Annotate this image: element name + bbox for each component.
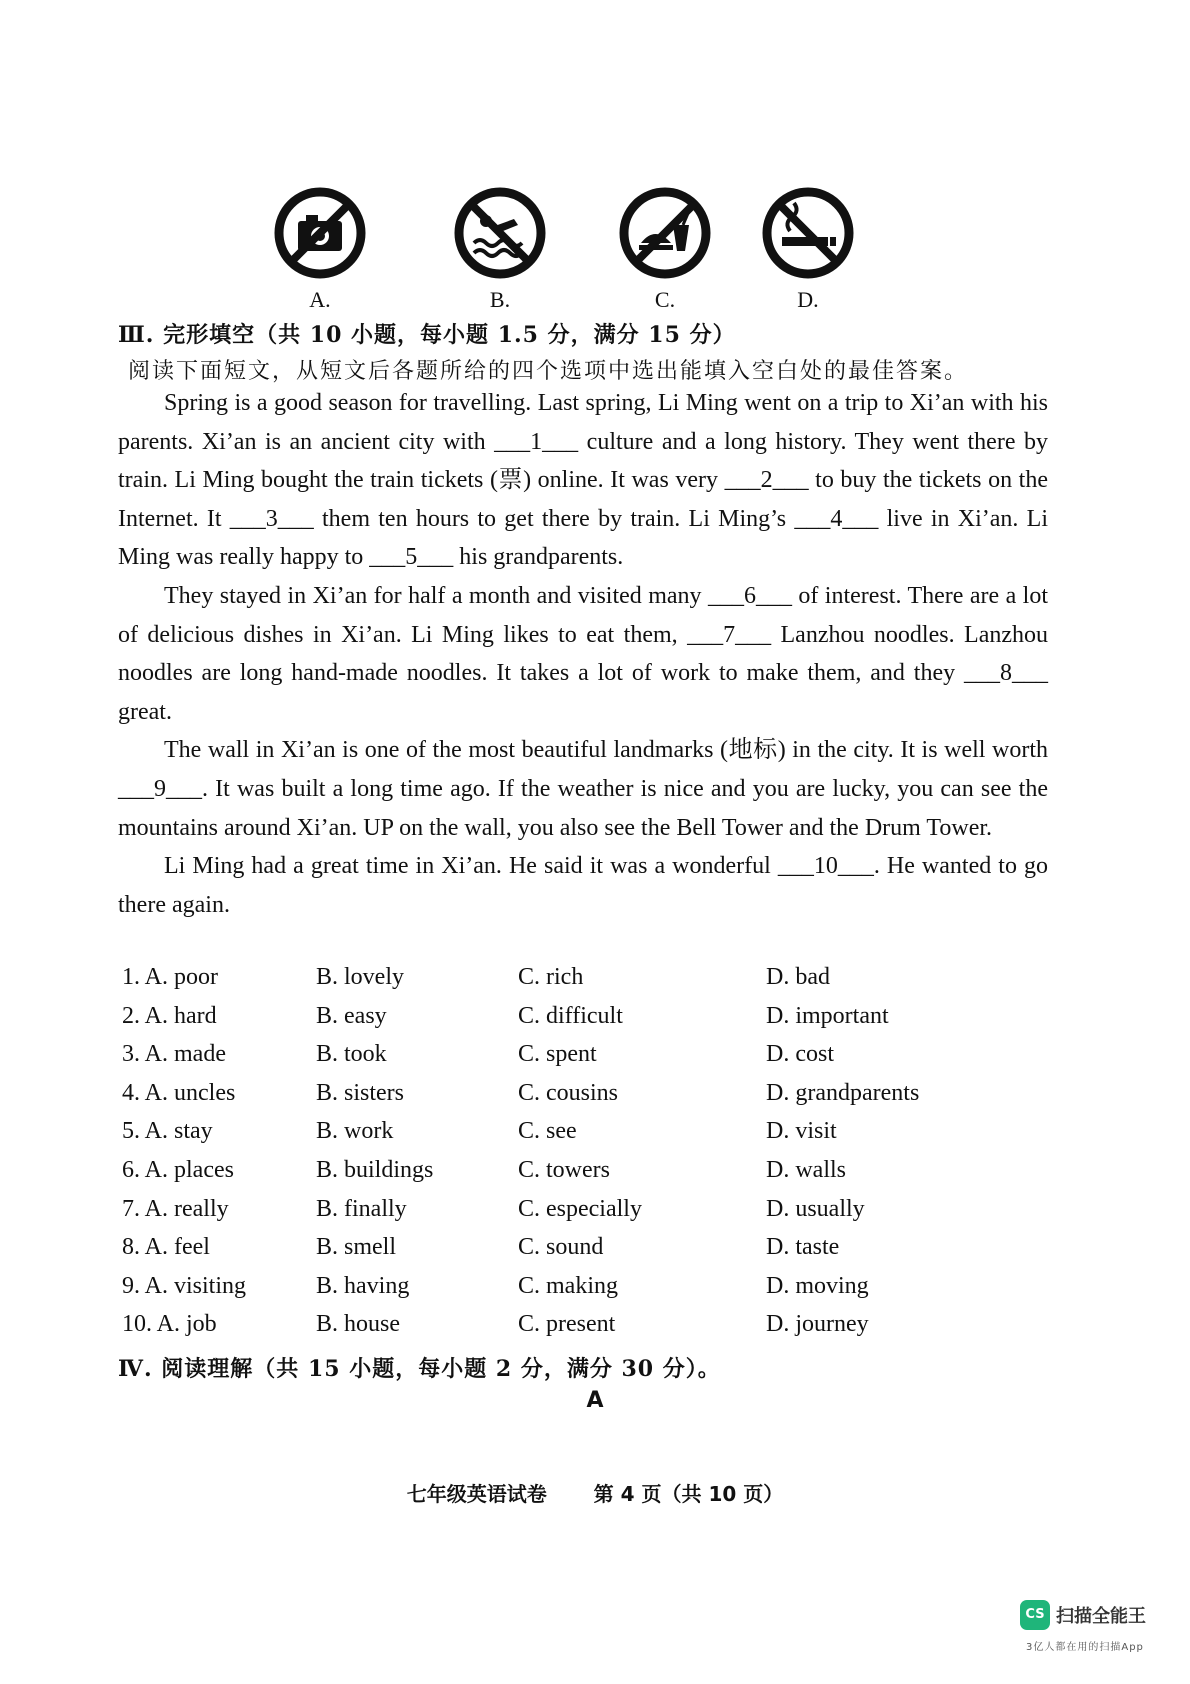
camscanner-logo-icon: CS (1020, 1600, 1050, 1630)
option-c: C. spent (518, 1041, 597, 1068)
option-c: C. see (518, 1118, 577, 1145)
option-c: C. present (518, 1311, 616, 1338)
sign-b (440, 185, 560, 313)
option-a: 8. A. feel (122, 1234, 210, 1261)
question-row (118, 1074, 1048, 1113)
option-b: B. took (316, 1041, 387, 1068)
option-c: C. rich (518, 964, 584, 990)
passage-paragraph: Spring is a good season for travelling. Last spring, Li Ming went on a trip to Xi’an with his parents. Xi’an is an ancient city with ___1___ culture and a long history. They went there by train. Li Ming bought the train tickets (票) online. It was very ___2___ to buy the tickets on the Internet. It ___3___ them ten hours to get there by train. Li Ming’s ___4___ live in Xi’an. Li Ming was really happy to ___5___ his grandparents. (118, 390, 1048, 571)
question-row (118, 997, 1048, 1036)
sign-label: A. (309, 287, 331, 312)
option-c: C. difficult (518, 1002, 623, 1029)
sign-c (605, 185, 725, 313)
question-row (118, 1151, 1048, 1190)
option-c: C. sound (518, 1234, 604, 1261)
section-3-title: Ⅲ. 完形填空（共 10 小题，每小题 1.5 分，满分 15 分） (118, 322, 736, 348)
no-food-drink-icon (617, 185, 713, 281)
option-a: 4. A. uncles (122, 1079, 236, 1106)
app-tagline: 3亿人都在用的扫描App (1026, 1642, 1144, 1653)
option-d: D. usually (766, 1195, 865, 1222)
question-row (118, 1112, 1048, 1151)
option-c: C. making (518, 1272, 618, 1299)
option-c: C. especially (518, 1195, 642, 1222)
question-row (118, 1190, 1048, 1229)
option-c: C. cousins (518, 1079, 619, 1106)
option-d: D. cost (766, 1041, 834, 1068)
option-b: B. sisters (316, 1079, 405, 1106)
sign-row (0, 185, 1190, 312)
option-b: B. buildings (316, 1156, 434, 1183)
section-4-title: Ⅳ. 阅读理解（共 15 小题，每小题 2 分，满分 30 分）。 (118, 1356, 721, 1382)
option-b: B. smell (316, 1234, 397, 1261)
passage-paragraph: Li Ming had a great time in Xi’an. He said it was a wonderful ___10___. He wanted to go there again. (118, 853, 1048, 918)
no-camera-icon (272, 185, 368, 281)
sign-d (748, 185, 868, 313)
option-a: 2. A. hard (122, 1002, 217, 1029)
option-a: 6. A. places (122, 1156, 234, 1183)
option-a: 5. A. stay (122, 1118, 213, 1145)
option-d: D. journey (766, 1311, 869, 1338)
option-d: D. taste (766, 1234, 840, 1261)
option-b: B. having (316, 1272, 410, 1299)
option-a: 9. A. visiting (122, 1272, 247, 1299)
question-row (118, 1305, 1048, 1344)
question-row (118, 1267, 1048, 1306)
passage-paragraph: The wall in Xi’an is one of the most beautiful landmarks (地标) in the city. It is well worth ___9___. It was built a long time ago. If the weather is nice and you are lucky, you can see the mountains around Xi’an. UP on the wall, you also see the Bell Tower and the Drum Tower. (118, 737, 1048, 841)
section-3-instruction: 阅读下面短文，从短文后各题所给的四个选项中选出能填入空白处的最佳答案。 (128, 359, 969, 384)
part-label: A (586, 1388, 604, 1413)
sign-a (260, 185, 380, 313)
option-b: B. finally (316, 1195, 407, 1222)
option-d: D. bad (766, 964, 830, 990)
passage-paragraph: They stayed in Xi’an for half a month and visited many ___6___ of interest. There are a lot of delicious dishes in Xi’an. Li Ming likes to eat them, ___7___ Lanzhou noodles. Lanzhou noodles are long hand-made noodles. It takes a lot of work to make them, and they ___8___ great. (118, 582, 1048, 725)
option-d: D. visit (766, 1118, 837, 1145)
option-b: B. work (316, 1118, 394, 1145)
option-d: D. walls (766, 1156, 846, 1183)
question-row (118, 1228, 1048, 1267)
sign-label: B. (489, 287, 511, 312)
scanner-watermark (1020, 1600, 1170, 1660)
option-d: D. grandparents (766, 1079, 920, 1106)
no-swimming-icon (452, 185, 548, 281)
sign-label: C. (654, 287, 676, 312)
question-row (118, 958, 1048, 997)
option-a: 7. A. really (122, 1195, 229, 1222)
option-d: D. important (766, 1002, 889, 1029)
sign-label: D. (797, 287, 819, 312)
exam-name: 七年级英语试卷 (406, 1482, 547, 1506)
cloze-passage (118, 384, 1048, 924)
answer-options (118, 958, 1048, 1344)
option-a: 1. A. poor (122, 964, 218, 990)
page-number: 第 4 页（共 10 页） (593, 1482, 784, 1506)
question-row (118, 1035, 1048, 1074)
option-b: B. lovely (316, 964, 404, 990)
page-footer (0, 1478, 1190, 1507)
option-c: C. towers (518, 1156, 610, 1183)
option-a: 10. A. job (122, 1311, 217, 1338)
no-smoking-icon (760, 185, 856, 281)
option-a: 3. A. made (122, 1041, 226, 1068)
option-d: D. moving (766, 1272, 869, 1299)
option-b: B. easy (316, 1002, 387, 1029)
option-b: B. house (316, 1311, 400, 1338)
app-name: 扫描全能王 (1056, 1606, 1146, 1627)
